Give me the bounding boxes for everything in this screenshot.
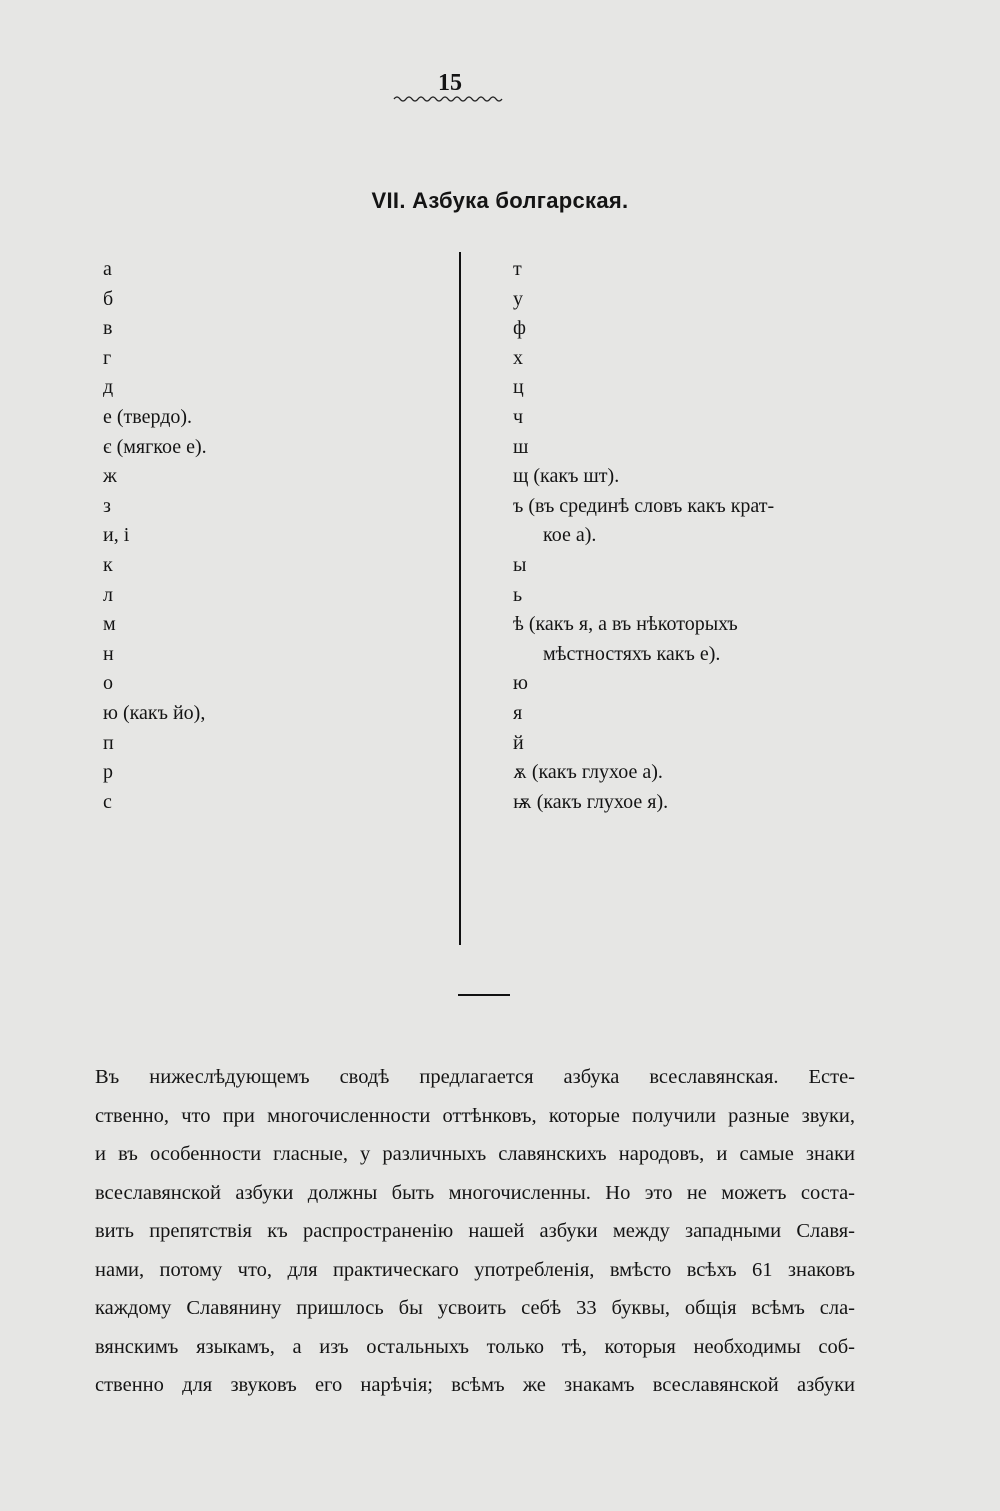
letter-entry: с [103,790,112,813]
letter-entry: ѣ (какъ я, а въ нѣкоторыхъ [513,613,738,636]
page-number: 15 [438,70,462,96]
paragraph-line: ственно, что при многочисленности оттѣнковъ, которые получили разные звуки, [95,1104,855,1127]
letter-entry: в [103,317,113,340]
paragraph-line: ственно для звуковъ его нарѣчія; всѣмъ же знакамъ всеславянской азбуки [95,1374,855,1396]
alphabet-left-column [103,255,443,817]
letter-entry: ѫ (какъ глухое а). [513,761,663,784]
wavy-rule-ornament [392,94,508,104]
paragraph-line: Въ нижеслѣдующемъ сводѣ предлагается азбука всеславянская. Есте- [95,1066,855,1088]
body-paragraph [95,1058,855,1405]
letter-entry: ю (какъ йо), [103,701,206,724]
letter-entry: ц [513,376,524,399]
paragraph-line: каждому Славянину пришлось бы усвоить себѣ 33 буквы, общія всѣмъ сла- [95,1297,855,1319]
alphabet-right-column [513,255,853,817]
letter-entry: а [103,258,112,280]
letter-entry: ф [513,317,526,340]
letter-entry: є (мягкое е). [103,435,207,458]
letter-entry: ъ (въ срединѣ словъ какъ крат- [513,494,775,517]
letter-entry: щ (какъ шт). [513,465,620,488]
letter-entry: х [513,346,523,369]
section-heading: VII. Азбука болгарская. [371,188,629,213]
letter-entry: ѭ (какъ глухое я). [513,790,669,813]
letter-entry: ь [513,583,523,606]
letter-entry: и, і [103,524,130,547]
letter-entry: н [103,642,114,665]
letter-entry: р [103,761,113,784]
letter-entry: л [103,583,113,606]
letter-entry: ю [513,672,528,695]
letter-entry-continuation: кое а). [543,524,597,547]
letter-entry: ч [513,405,524,428]
letter-entry: з [103,494,111,517]
letter-entry: м [103,613,116,636]
letter-entry-continuation: мѣстностяхъ какъ е). [543,642,721,665]
letter-entry: п [103,731,114,754]
letter-entry: д [103,376,114,399]
letter-entry: я [513,701,523,724]
paragraph-line: нами, потому что, для практическаго употребленія, вмѣсто всѣхъ 61 знаковъ [95,1258,855,1281]
letter-entry: у [513,287,523,310]
letter-entry: т [513,258,522,280]
letter-entry: б [103,287,114,310]
column-divider-vertical [459,252,461,945]
letter-entry: о [103,672,113,695]
letter-entry: ш [513,435,529,458]
paragraph-line: вянскимъ языкамъ, а изъ остальныхъ только тѣ, которыя необходимы соб- [95,1335,855,1358]
paragraph-line: вить препятствія къ распространенію нашей азбуки между западными Славя- [95,1220,855,1242]
paragraph-line: всеславянской азбуки должны быть многочисленны. Но это не можетъ соста- [95,1181,855,1204]
column-divider-horizontal [458,994,510,996]
paragraph-line: и въ особенности гласные, у различныхъ славянскихъ народовъ, и самые знаки [95,1143,855,1165]
letter-entry: ж [103,465,117,488]
letter-entry: е (твердо). [103,405,193,428]
letter-entry: ы [513,553,527,576]
letter-entry: г [103,346,112,369]
letter-entry: к [103,553,113,576]
letter-entry: й [513,731,524,754]
